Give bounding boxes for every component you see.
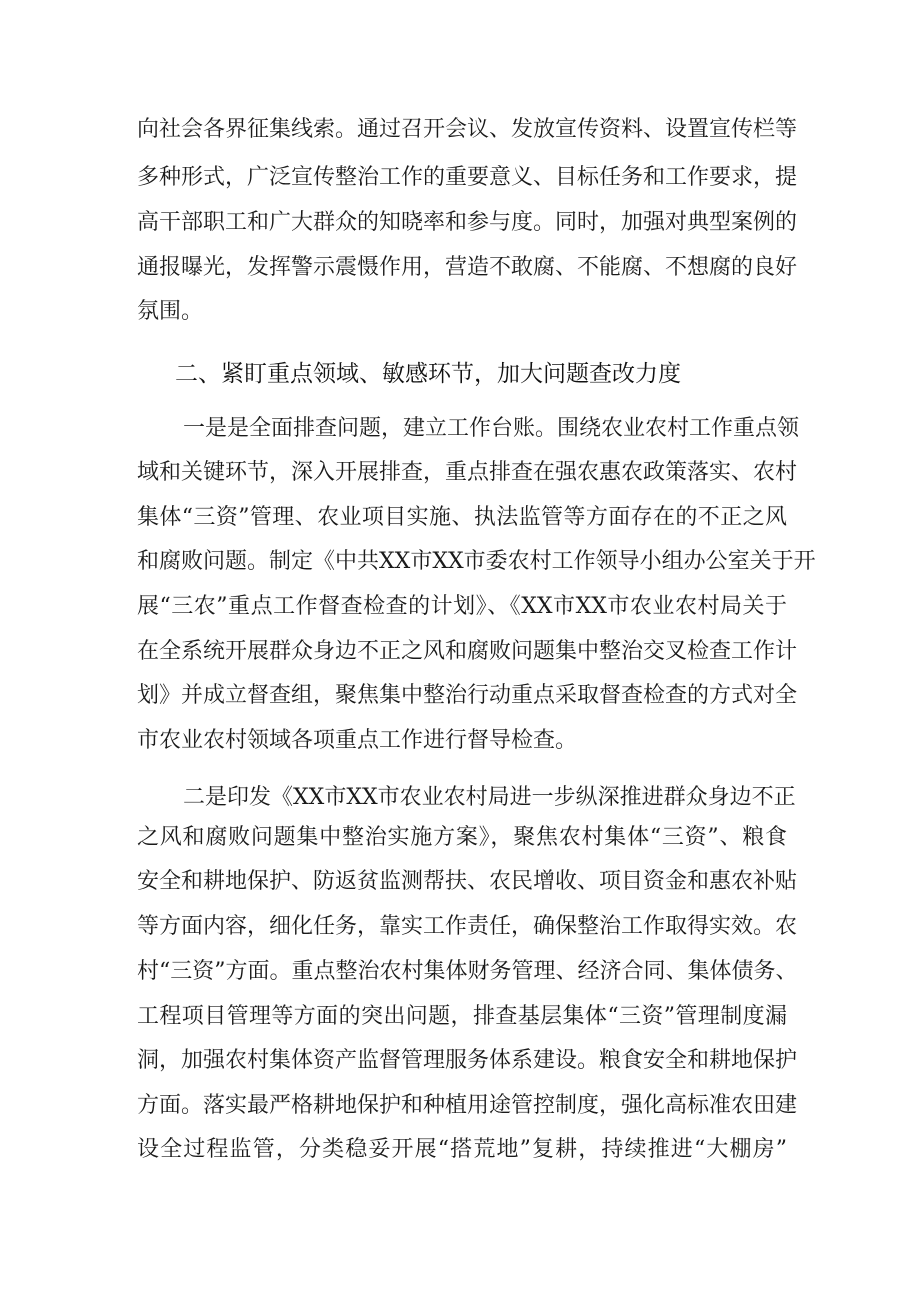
paragraph-line: 氛围。 (137, 299, 204, 324)
paragraph-line: 多种形式，广泛宣传整治工作的重要意义、目标任务和工作要求，提 (137, 165, 798, 190)
paragraph-line: 一是是全面排查问题，建立工作台账。围绕农业农村工作重点领 (183, 416, 800, 441)
paragraph-line: 市农业农村领域各项重点工作进行督导检查。 (137, 728, 578, 753)
paragraph-line: 工程项目管理等方面的突出问题，排查基层集体“三资”管理制度漏 (137, 1004, 787, 1029)
paragraph-line: 在全系统开展群众身边不正之风和腐败问题集中整治交叉检查工作计 (137, 639, 798, 664)
paragraph-line: 安全和耕地保护、防返贫监测帮扶、农民增收、项目资金和惠农补贴 (137, 869, 798, 894)
paragraph-line: 村“三资”方面。重点整治农村集体财务管理、经济合同、集体债务、 (137, 959, 798, 984)
paragraph-line: 等方面内容，细化任务，靠实工作责任，确保整治工作取得实效。农 (137, 914, 798, 939)
section-heading: 二、紧盯重点领域、敏感环节，加大问题查改力度 (175, 361, 681, 387)
paragraph-line: 二是印发《XX市XX市农业农村局进一步纵深推进群众身边不正 (183, 785, 796, 810)
paragraph-line: 通报曝光，发挥警示震慑作用，营造不敢腐、不能腐、不想腐的良好 (137, 255, 798, 280)
paragraph-line: 域和关键环节，深入开展排查，重点排查在强农惠农政策落实、农村 (137, 460, 798, 485)
paragraph-line: 划》并成立督查组，聚焦集中整治行动重点采取督查检查的方式对全 (137, 683, 798, 708)
paragraph-line: 向社会各界征集线索。通过召开会议、发放宣传资料、设置宣传栏等 (137, 117, 798, 142)
paragraph-line: 设全过程监管，分类稳妥开展“搭荒地”复耕，持续推进“大棚房” (137, 1137, 787, 1162)
paragraph-line: 和腐败问题。制定《中共XX市XX市委农村工作领导小组办公室关于开 (137, 549, 816, 574)
paragraph-line: 方面。落实最严格耕地保护和种植用途管控制度，强化高标准农田建 (137, 1093, 798, 1118)
paragraph-line: 洞，加强农村集体资产监督管理服务体系建设。粮食安全和耕地保护 (137, 1048, 798, 1073)
paragraph-line: 集体“三资”管理、农业项目实施、执法监管等方面存在的不正之风 (137, 505, 787, 530)
paragraph-line: 高干部职工和广大群众的知晓率和参与度。同时，加强对典型案例的 (137, 210, 798, 235)
paragraph-line: 展“三农”重点工作督查检查的计划》、《XX市XX市农业农村局关于 (137, 594, 787, 619)
paragraph-line: 之风和腐败问题集中整治实施方案》，聚焦农村集体“三资”、粮食 (137, 825, 787, 850)
